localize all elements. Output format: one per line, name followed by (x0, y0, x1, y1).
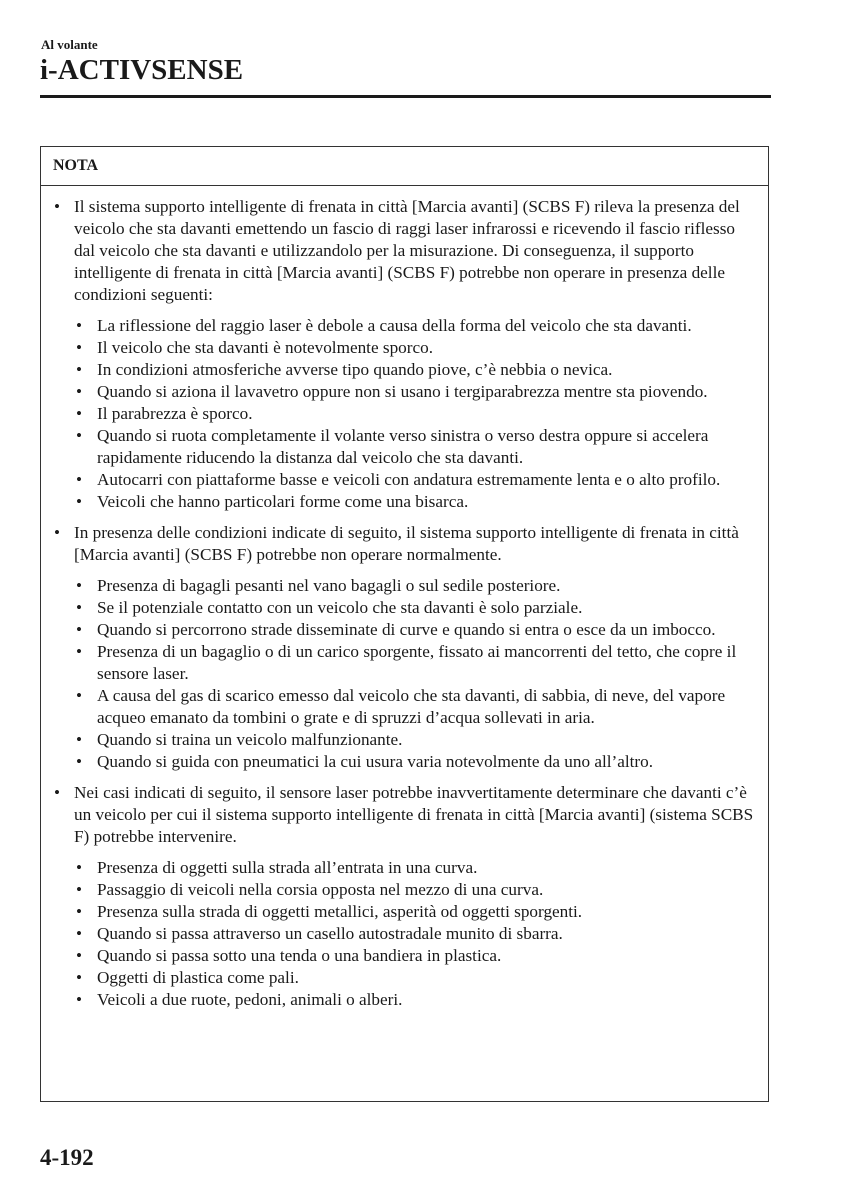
page-title: i-ACTIVSENSE (40, 54, 244, 86)
sub-item (74, 685, 758, 729)
sub-item-text: Quando si ruota completamente il volante verso sinistra o verso destra oppure si accelera rapidamente riducendo la distanza dal veicolo che sta davanti. (97, 426, 709, 467)
sub-item (74, 923, 758, 945)
bullet-dot-icon: • (76, 492, 83, 511)
note-box (40, 146, 769, 1102)
sub-item-text: Quando si aziona il lavavetro oppure non si usano i tergiparabrezza mentre sta piovendo. (97, 382, 708, 401)
note-header: NOTA (41, 147, 768, 186)
bullet-dot-icon: • (76, 880, 83, 899)
sub-item-text: Passaggio di veicoli nella corsia opposta nel mezzo di una curva. (97, 880, 544, 899)
bullet-dot-icon: • (76, 946, 83, 965)
sub-item-text: Se il potenziale contatto con un veicolo che sta davanti è solo parziale. (97, 598, 583, 617)
sub-item-text: In condizioni atmosferiche avverse tipo quando piove, c’è nebbia o nevica. (97, 360, 613, 379)
section-label: Al volante (41, 37, 98, 52)
bullet-dot-icon: • (76, 598, 83, 617)
sub-item-text: Presenza di bagagli pesanti nel vano bagagli o sul sedile posteriore. (97, 576, 561, 595)
sub-item-text: Quando si traina un veicolo malfunzionante. (97, 730, 403, 749)
bullet-dot-icon: • (76, 620, 83, 639)
bullet-dot-icon: • (76, 316, 83, 335)
sub-item-text: Oggetti di plastica come pali. (97, 968, 299, 987)
sub-item-text: Il parabrezza è sporco. (97, 404, 253, 423)
bullet-dot-icon: • (76, 990, 83, 1009)
note-item (51, 522, 758, 773)
bullet-dot-icon: • (76, 924, 83, 943)
bullet-dot-icon: • (76, 968, 83, 987)
bullet-dot-icon: • (54, 783, 61, 802)
sub-item (74, 989, 758, 1011)
sub-item (74, 945, 758, 967)
sub-item (74, 751, 758, 773)
sub-item (74, 359, 758, 381)
sub-item (74, 425, 758, 469)
sub-item-text: Quando si guida con pneumatici la cui usura varia notevolmente da uno all’altro. (97, 752, 654, 771)
sub-item (74, 879, 758, 901)
sub-item-text: A causa del gas di scarico emesso dal veicolo che sta davanti, di sabbia, di neve, del vapore acqueo emanato da tombini o grate e di spruzzi d’acqua sollevati in aria. (97, 686, 726, 727)
sub-item (74, 857, 758, 879)
sub-item-text: Quando si passa sotto una tenda o una bandiera in plastica. (97, 946, 502, 965)
sub-item (74, 337, 758, 359)
note-item (51, 196, 758, 513)
sub-item (74, 469, 758, 491)
note-body (41, 186, 768, 1011)
page-number: 4-192 (40, 1145, 94, 1170)
sub-item (74, 575, 758, 597)
sub-item-text: Veicoli che hanno particolari forme come una bisarca. (97, 492, 469, 511)
sub-item-text: La riflessione del raggio laser è debole a causa della forma del veicolo che sta davanti. (97, 316, 692, 335)
bullet-dot-icon: • (76, 686, 83, 705)
bullet-dot-icon: • (54, 523, 61, 542)
sub-item (74, 491, 758, 513)
sub-item (74, 381, 758, 403)
bullet-dot-icon: • (76, 730, 83, 749)
bullet-dot-icon: • (76, 576, 83, 595)
sub-item-text: Presenza sulla strada di oggetti metallici, asperità od oggetti sporgenti. (97, 902, 583, 921)
sub-item (74, 597, 758, 619)
bullet-dot-icon: • (76, 360, 83, 379)
note-item-text: In presenza delle condizioni indicate di seguito, il sistema supporto intelligente di frenata in città [Marcia avanti] (SCBS F) potrebbe non operare normalmente. (74, 523, 739, 564)
title-rule (40, 95, 771, 98)
bullet-dot-icon: • (76, 752, 83, 771)
sub-item (74, 403, 758, 425)
sub-item (74, 901, 758, 923)
sub-item (74, 619, 758, 641)
bullet-dot-icon: • (76, 902, 83, 921)
sub-list (74, 857, 758, 1011)
sub-item-text: Il veicolo che sta davanti è notevolmente sporco. (97, 338, 433, 357)
sub-item (74, 729, 758, 751)
sub-item-text: Presenza di oggetti sulla strada all’entrata in una curva. (97, 858, 478, 877)
sub-item (74, 967, 758, 989)
bullet-dot-icon: • (76, 338, 83, 357)
bullet-dot-icon: • (76, 426, 83, 445)
sub-item-text: Quando si passa attraverso un casello autostradale munito di sbarra. (97, 924, 563, 943)
note-item (51, 782, 758, 1011)
bullet-dot-icon: • (76, 404, 83, 423)
sub-item-text: Presenza di un bagaglio o di un carico sporgente, fissato ai mancorrenti del tetto, che copre il sensore laser. (97, 642, 737, 683)
sub-list (74, 315, 758, 513)
note-item-text: Il sistema supporto intelligente di frenata in città [Marcia avanti] (SCBS F) rileva la presenza del veicolo che sta davanti emettendo un fascio di raggi laser infrarossi e ricevendo il fascio riflesso dal veicolo che sta davanti e utilizzandolo per la misurazione. Di conseguenza, il supporto intelligente di frenata in città [Marcia avanti] (SCBS F) potrebbe non operare in presenza delle condizioni seguenti: (74, 197, 740, 304)
bullet-dot-icon: • (76, 642, 83, 661)
note-list (51, 196, 758, 1011)
sub-item (74, 641, 758, 685)
bullet-dot-icon: • (76, 858, 83, 877)
sub-list (74, 575, 758, 773)
bullet-dot-icon: • (76, 382, 83, 401)
sub-item (74, 315, 758, 337)
note-item-text: Nei casi indicati di seguito, il sensore laser potrebbe inavvertitamente determinare che davanti c’è un veicolo per cui il sistema supporto intelligente di frenata in città [Marcia avanti] (sistema SCBS F) potrebbe intervenire. (74, 783, 754, 846)
bullet-dot-icon: • (54, 197, 61, 216)
bullet-dot-icon: • (76, 470, 83, 489)
sub-item-text: Quando si percorrono strade disseminate di curve e quando si entra o esce da un imbocco. (97, 620, 716, 639)
sub-item-text: Veicoli a due ruote, pedoni, animali o alberi. (97, 990, 403, 1009)
sub-item-text: Autocarri con piattaforme basse e veicoli con andatura estremamente lenta e o alto profilo. (97, 470, 721, 489)
